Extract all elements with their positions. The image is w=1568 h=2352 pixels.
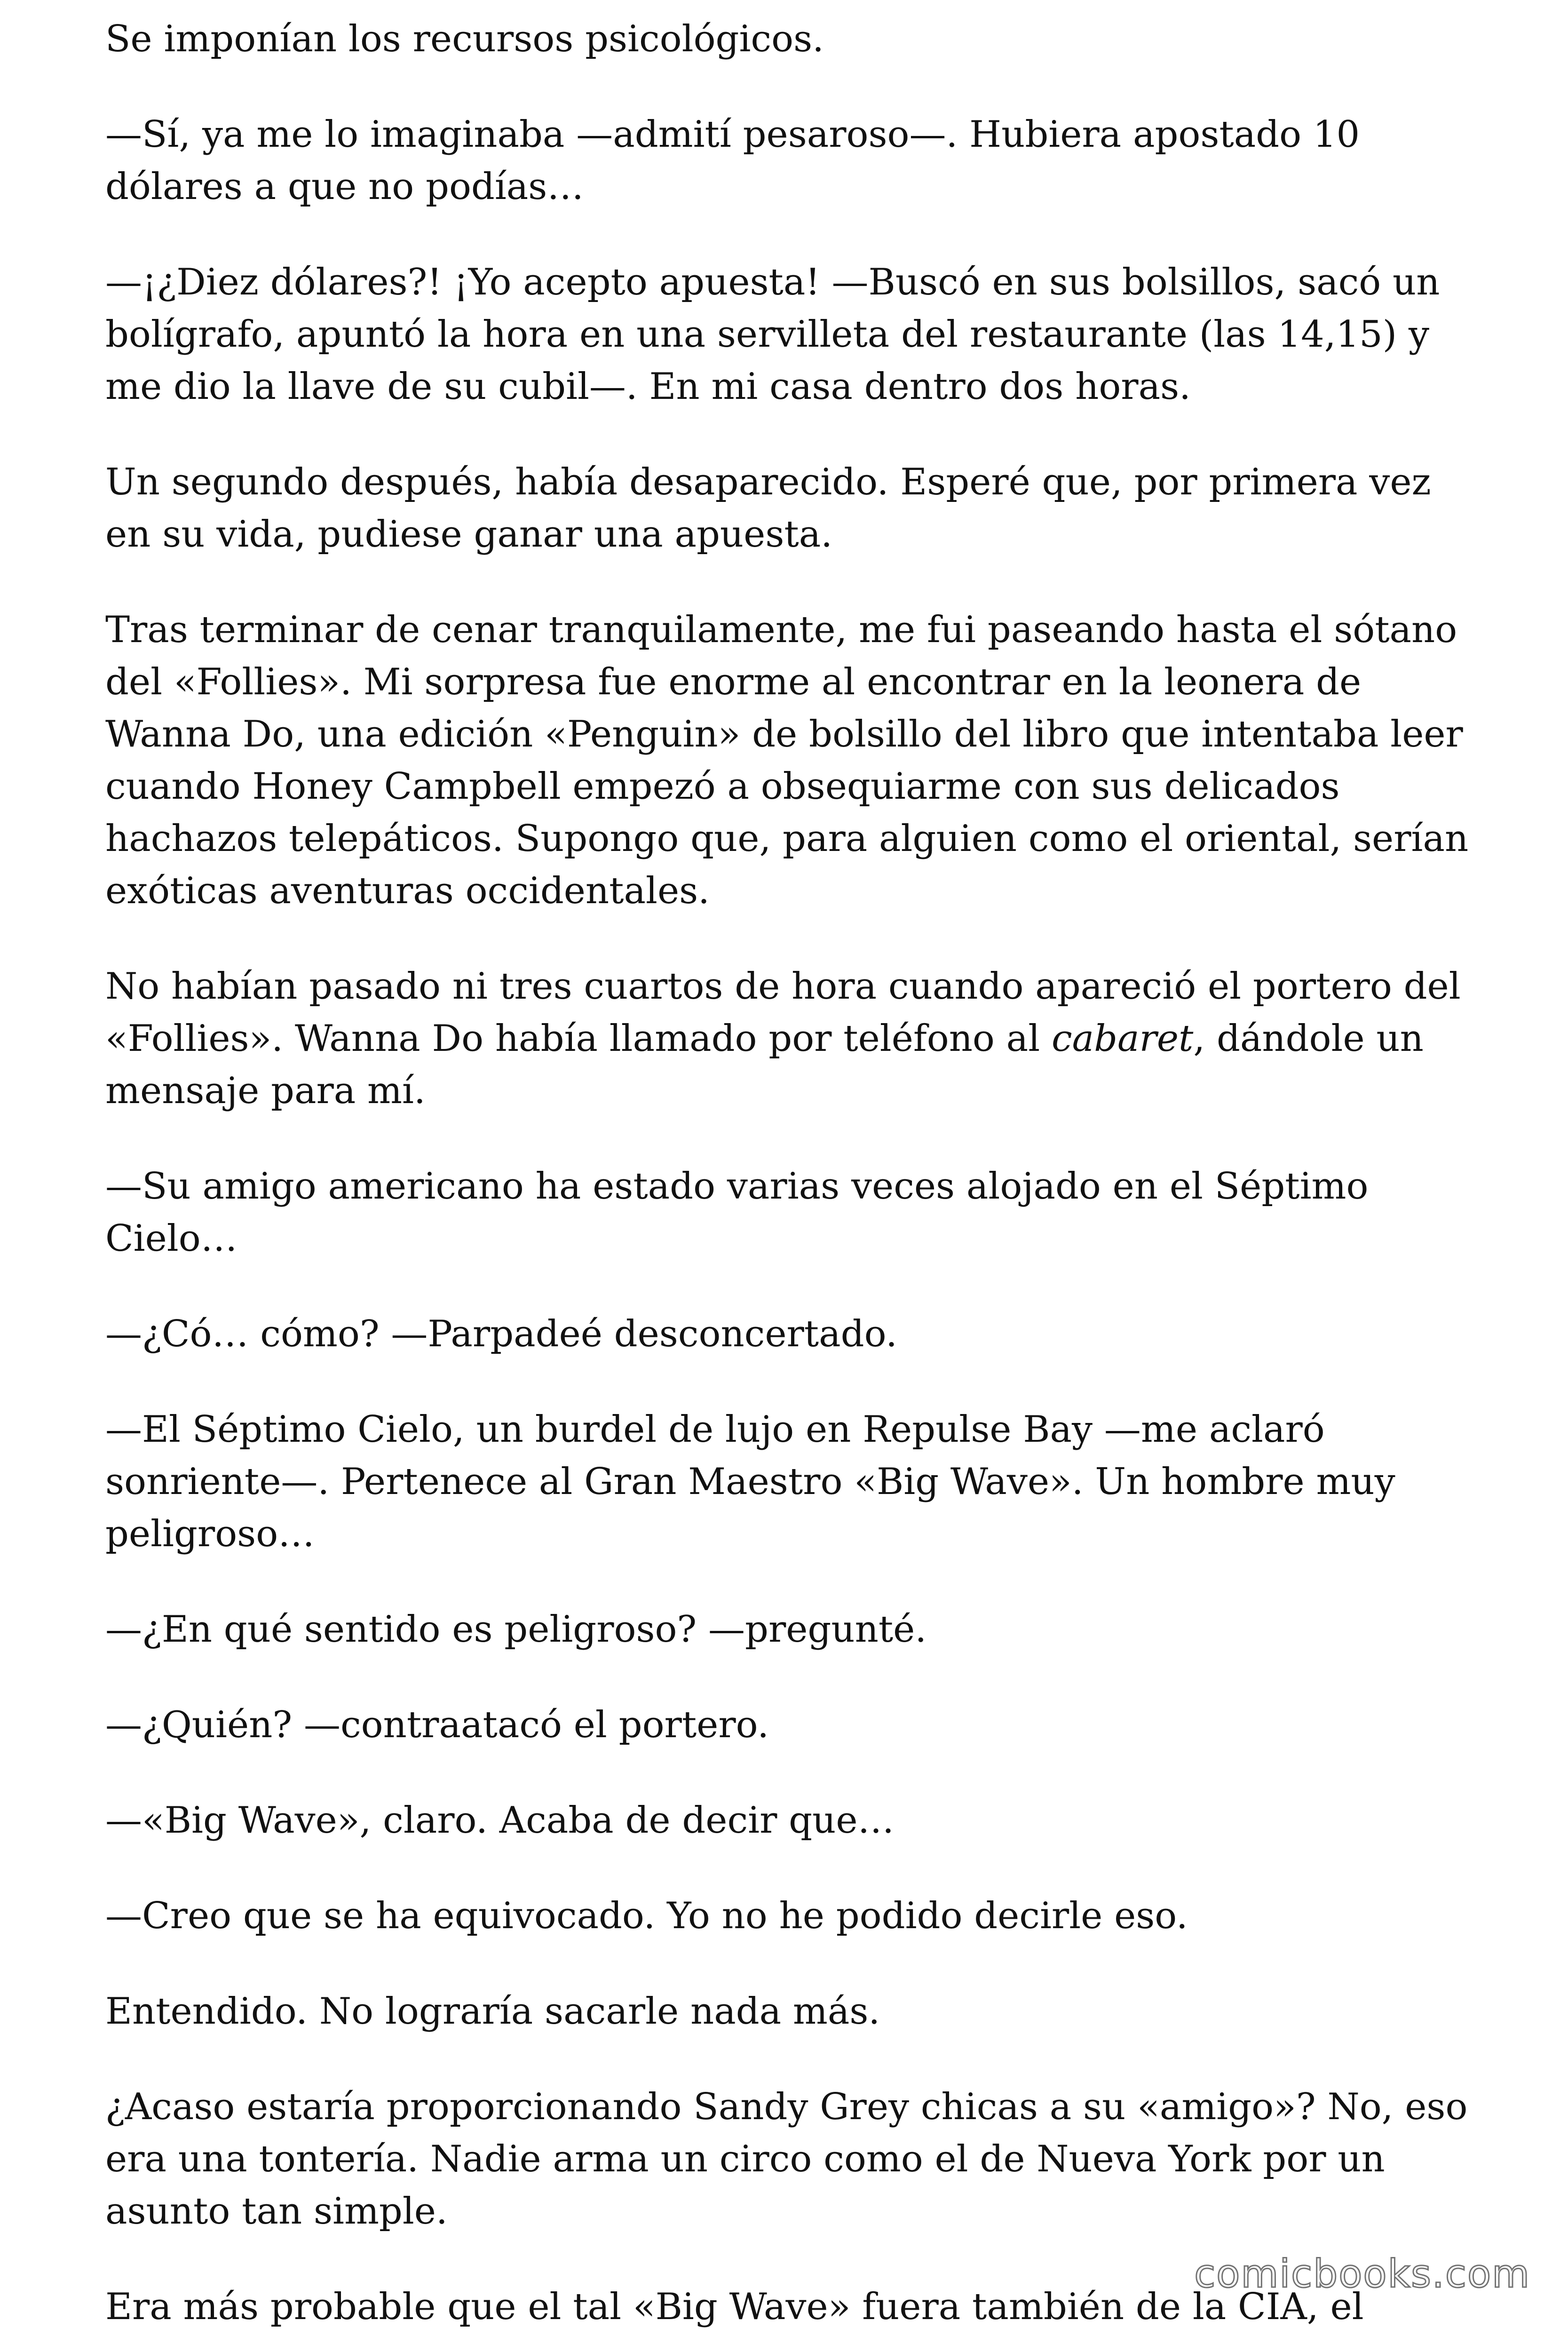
- paragraph: —¿Quién? —contraatacó el portero.: [105, 1704, 769, 1746]
- paragraph-text-end: , dándole un mensaje para mí.: [105, 1017, 1424, 1112]
- body-text: [105, 13, 1479, 2333]
- paragraph: Entendido. No lograría sacarle nada más.: [105, 1990, 880, 2033]
- paragraph: —¿Có… cómo? —Parpadeé desconcertado.: [105, 1313, 897, 1355]
- paragraph: Se imponían los recursos psicológicos.: [105, 18, 824, 60]
- paragraph: —Su amigo americano ha estado varias veces alojado en el Séptimo Cielo…: [105, 1165, 1369, 1260]
- paragraph: —¡¿Diez dólares?! ¡Yo acepto apuesta! —Buscó en sus bolsillos, sacó un bolígrafo, apuntó la hora en una servilleta del restaurante (las 14,15) y me dio la llave de su cubil—. En mi casa dentro dos horas.: [105, 261, 1440, 408]
- paragraph: —Creo que se ha equivocado. Yo no he podido decirle eso.: [105, 1895, 1188, 1937]
- paragraph: [105, 961, 1479, 1117]
- paragraph: Tras terminar de cenar tranquilamente, me fui paseando hasta el sótano del «Follies». Mi sorpresa fue enorme al encontrar en la leonera de Wanna Do, una edición «Penguin» de bolsillo del libro que intentaba leer cuando Honey Campbell empezó a obsequiarme con sus delicados hachazos telepáticos. Supongo que, para alguien como el oriental, serían exóticas aventuras occidentales.: [105, 609, 1469, 912]
- watermark: comicbooks.com: [1194, 2252, 1530, 2296]
- paragraph-text-start: No habían pasado ni tres cuartos de hora cuando apareció el portero del «Follies». Wanna Do había llamado por teléfono al: [105, 965, 1461, 1060]
- paragraph: —«Big Wave», claro. Acaba de decir que…: [105, 1799, 895, 1842]
- paragraph: —El Séptimo Cielo, un burdel de lujo en Repulse Bay —me aclaró sonriente—. Pertenece al Gran Maestro «Big Wave». Un hombre muy peligroso…: [105, 1408, 1395, 1555]
- italic-word: cabaret: [1051, 1017, 1194, 1060]
- paragraph: —Sí, ya me lo imaginaba —admití pesaroso—. Hubiera apostado 10 dólares a que no podías…: [105, 113, 1360, 208]
- paragraph: Un segundo después, había desaparecido. Esperé que, por primera vez en su vida, pudiese ganar una apuesta.: [105, 461, 1431, 556]
- paragraph: ¿Acaso estaría proporcionando Sandy Grey chicas a su «amigo»? No, eso era una tontería. Nadie arma un circo como el de Nueva York por un asunto tan simple.: [105, 2086, 1468, 2233]
- paragraph: Era más probable que el tal «Big Wave» fuera también de la CIA, el: [105, 2286, 1364, 2328]
- paragraph: —¿En qué sentido es peligroso? —pregunté.: [105, 1608, 927, 1651]
